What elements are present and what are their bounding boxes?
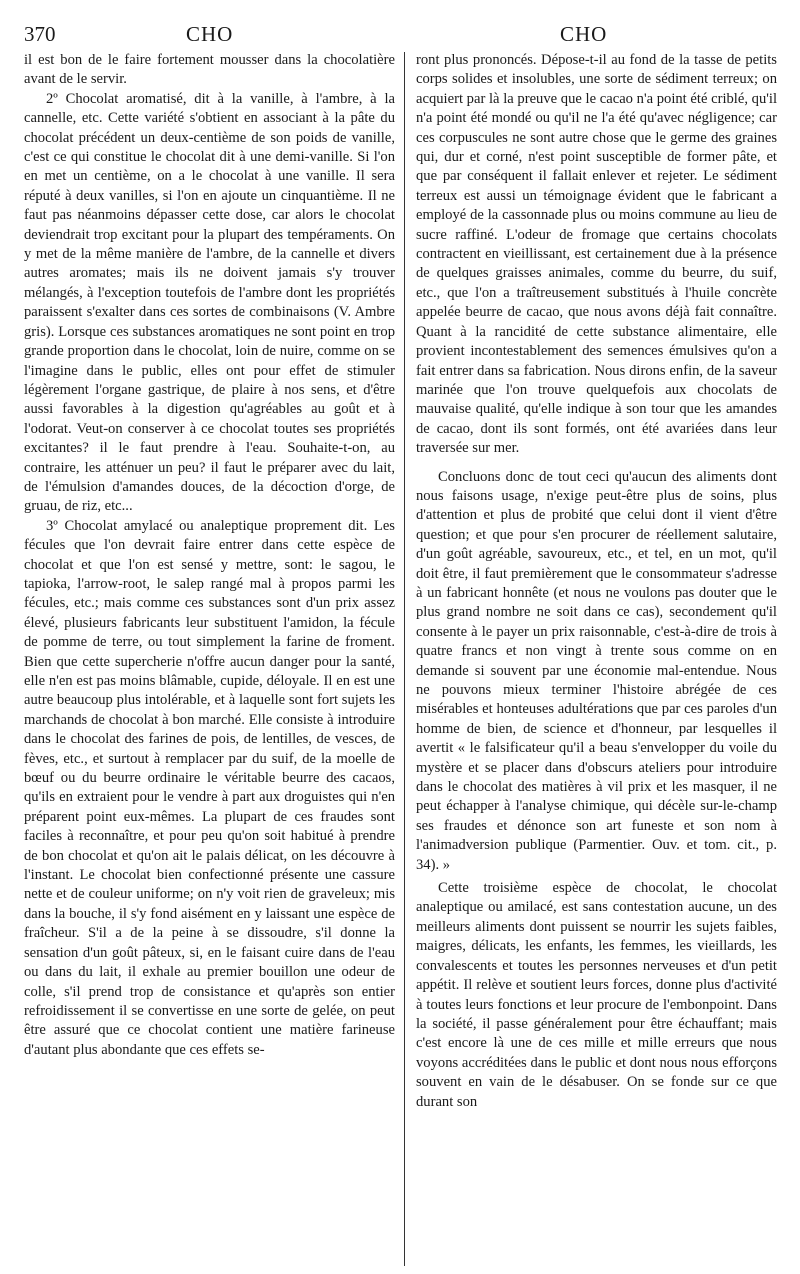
paragraph: il est bon de le faire fortement mousser dans la chocolatière avant de le servir. <box>24 52 395 88</box>
right-column <box>416 51 777 1267</box>
running-head-right: CHO <box>560 22 608 46</box>
page-header <box>0 0 800 50</box>
page-number: 370 <box>24 22 56 46</box>
paragraph: Concluons donc de tout ceci qu'aucun des aliments dont nous faisons usage, n'exige peut-être plus de soins, plus d'attention et plus de probité que celui dont il vient d'être question; et que pour s'en procurer de réellement salutaire, d'un goût agréable, savoureux, etc., et tel, en un mot, qu'il doit être, il faut premièrement que le consommateur s'adresse à un fabricant honnête (et nous ne voulons pas douter que le plus grand nombre ne soit dans ce cas), secondement qu'il consente à le payer un prix raisonnable, c'est-à-dire de trois à quatre francs et non vingt à trente sous comme on en demande si souvent par une économie mal-entendue. Nous ne pouvons mieux terminer l'histoire abrégée de ces misérables et honteuses adultérations que par ces paroles d'un homme de bien, de science et d'honneur, par lesquelles il avertit « le falsificateur qu'il a beau s'envelopper du voile du mystère et se placer dans d'obscurs ateliers pour introduire dans le chocolat des matières à vil prix et les masquer, il ne peut échapper à l'analyse chimique, qui décèle sur-le-champ ses fraudes et dénonce son art funeste et son nom à l'animadversion publique (Parmentier. Ouv. et tom. cit., p. 34). » <box>416 468 777 873</box>
paragraph: ront plus prononcés. Dépose-t-il au fond de la tasse de petits corps solides et insolubles, une sorte de sédiment terreux; on acquiert par là la preuve que le cacao n'a point été criblé, qu'il n'a point été mondé ou qu'il ne l'a été qu'avec négligence; car ces corpuscules ne sont autre chose que le germe des graines qui, dur et corné, n'est point susceptible de former pâte, et que par conséquent il fallait enlever et rejeter. Le sédiment terreux est aussi un témoignage évident que le fabricant a employé de la cassonnade plus ou moins commune au lieu de sucre raffiné. L'odeur de fromage que certains chocolats contractent en vieillissant, est certainement due à la présence de quelques graisses animales, comme du beurre, du suif, etc., que l'on a traîtreusement substitués à l'huile concrète appelée beurre de cacao, que nous avons déjà fait connaître. Quant à la rancidité de cette substance alimentaire, elle provient incontestablement des semences émulsives qu'on a fait entrer dans sa fabrication. Nous dirons enfin, de la saveur marinée que l'on trouve quelquefois aux chocolats de mauvaise qualité, qu'elle indique à son tour que les amandes de cacao, dont ils sont formés, ont été avariées dans leur traversée sur mer. <box>416 52 777 457</box>
running-head-left: CHO <box>186 22 234 46</box>
left-column <box>24 51 395 1267</box>
column-divider <box>404 52 405 1266</box>
paragraph: 3º Chocolat amylacé ou analeptique proprement dit. Les fécules que l'on devrait faire entrer dans cette espèce de chocolat et que l'on est sensé y mettre, sont: le sagou, le tapioka, l'arrow-root, le salep rangé mal à propos parmi les fécules, etc.; mais comme ces substances sont d'un prix assez élevé, plusieurs fabricants leur substituent l'amidon, la fécule de pomme de terre, ou tout simplement la farine de froment. Bien que cette supercherie n'offre aucun danger pour la santé, elle n'en est pas moins blâmable, cupide, déloyale. Il en est une autre beaucoup plus intolérable, et à laquelle sont fort sujets les marchands de chocolat à bon marché. Elle consiste à introduire dans le chocolat des farines de pois, de lentilles, de vesces, de fèves, etc., et surtout à remplacer par du suif, de la moelle de bœuf ou du beurre ordinaire le véritable beurre des cacaos, qu'ils en extraient pour le vendre à part aux droguistes qui n'en préparent point eux-mêmes. La plupart de ces fraudes sont faciles à reconnaître, et pour peu qu'on soit habitué à prendre de bon chocolat et qu'on ait le palais délicat, on les découvre à l'instant. Le chocolat bien confectionné présente une cassure nette et de couleur uniforme; on n'y voit rien de graveleux; mis dans la bouche, il s'y fond aisément en y laissant une espèce de fraîcheur. S'il a de la peine à se dissoudre, s'il donne la sensation d'un goût pâteux, si, en le faisant cuire dans de l'eau ou dans du lait, il exhale au premier bouillon une odeur de colle, s'il prend trop de consistance et qu'après son entier refroidissement il se convertisse en une sorte de gelée, on peut être assuré que ce chocolat contient une matière farineuse d'autant plus abondante que ces effets se- <box>24 517 395 1058</box>
paragraph: 2º Chocolat aromatisé, dit à la vanille, à l'ambre, à la cannelle, etc. Cette variété s'obtient en associant à la pâte du chocolat précédent un deux-centième de son poids de vanille, c'est ce qui constitue le chocolat dit à une demi-vanille. Si l'on en met un centième, on a le chocolat à une vanille. Il sera réputé à deux vanilles, si l'on en ajoute un cinquantième. Il ne faut pas néanmoins dépasser cette dose, car alors le chocolat deviendrait trop excitant pour la plupart des tempéraments. On y met de la même manière de l'ambre, de la cannelle et divers autres aromates; mais ils ne doivent jamais s'y trouver mélangés, à l'exception toutefois de l'ambre dont les propriétés paraissent s'exalter dans ces sortes de combinaisons (V. Ambre gris). Lorsque ces substances aromatiques ne sont point en trop grande proportion dans le chocolat, loin de nuire, comme on se l'imagine dans le public, elles ont pour effet de stimuler légèrement l'organe gastrique, de plaire à nos sens, et d'être aussi favorables à la digestion qu'agréables au goût et à l'odorat. Veut-on conserver à ce chocolat toutes ses propriétés excitantes? il le faut prendre à l'eau. Souhaite-t-on, au contraire, les atténuer un peu? il faut le préparer avec du lait, de l'émulsion d'amandes douces, de la décoction d'orge, de gruau, de riz, etc... <box>24 90 395 515</box>
paragraph: Cette troisième espèce de chocolat, le chocolat analeptique ou amilacé, est sans contestation aucune, un des meilleurs aliments dont puissent se nourrir les sujets faibles, maigres, délicats, les enfants, les femmes, les vieillards, les convalescents et toutes les personnes nerveuses et d'un petit appétit. Il relève et soutient leurs forces, donne plus d'activité à toutes leurs fonctions et leur procure de l'embonpoint. Dans la société, il passe généralement pour être échauffant; mais c'est encore là une de ces mille et mille erreurs que nous voyons accréditées dans le public et dont nous nous efforçons souvent en vain de le désabuser. On se fonde sur ce que durant son <box>416 880 777 1110</box>
